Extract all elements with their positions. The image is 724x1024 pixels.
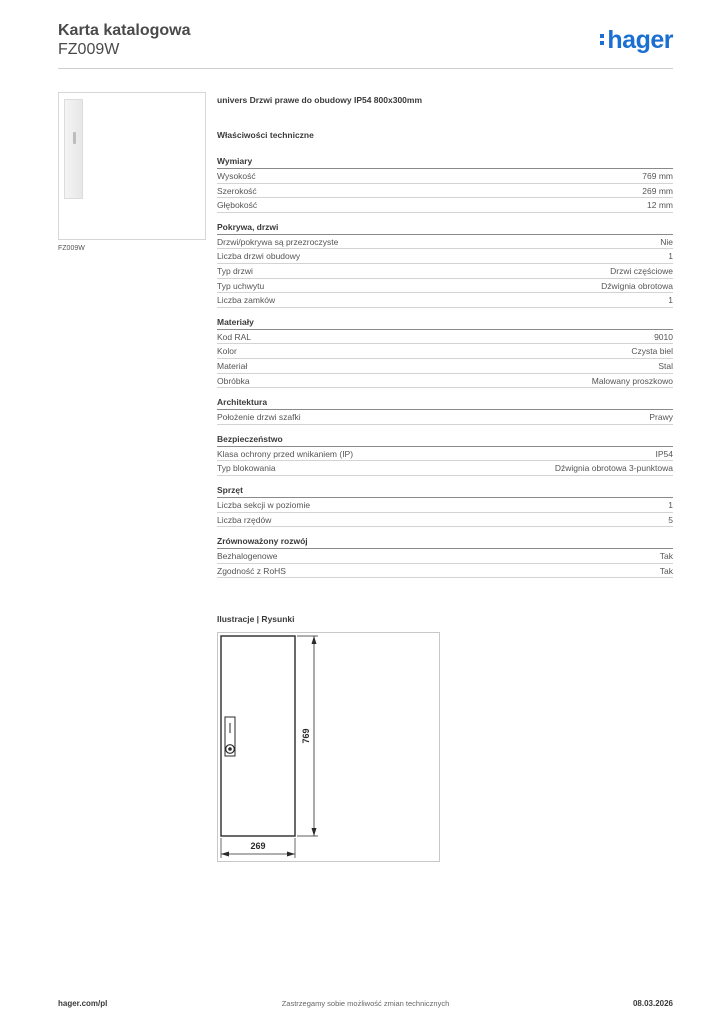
arrow-down-icon	[312, 828, 317, 836]
header-divider	[58, 68, 673, 69]
thumbnail-caption: FZ009W	[58, 245, 85, 252]
spec-label: Zgodność z RoHS	[217, 565, 286, 576]
spec-section	[217, 95, 673, 587]
arrow-up-icon	[312, 636, 317, 644]
spec-group-title: Architektura	[217, 397, 673, 410]
spec-label: Materiał	[217, 360, 248, 371]
arrow-right-icon	[287, 852, 295, 857]
spec-value: Dźwignia obrotowa 3-punktowa	[554, 463, 673, 474]
spec-group	[217, 485, 673, 527]
spec-value: 1	[668, 295, 673, 306]
spec-group-title: Materiały	[217, 317, 673, 330]
spec-label: Klasa ochrony przed wnikaniem (IP)	[217, 448, 354, 459]
spec-value: Dźwignia obrotowa	[601, 280, 673, 291]
spec-row	[217, 410, 673, 425]
hager-logo	[600, 26, 673, 55]
spec-label: Typ blokowania	[217, 463, 276, 474]
technical-drawing	[217, 632, 440, 862]
product-description: univers Drzwi prawe do obudowy IP54 800x300mm	[217, 95, 423, 105]
spec-value: IP54	[655, 448, 673, 459]
spec-label: Liczba zamków	[217, 295, 276, 306]
spec-row	[217, 279, 673, 294]
document-title: Karta katalogowa	[58, 22, 191, 39]
product-code: FZ009W	[58, 41, 120, 58]
width-dimension-label: 269	[250, 841, 266, 851]
logo-dots-icon	[600, 26, 605, 48]
spec-group-title: Zrównoważony rozwój	[217, 536, 673, 549]
spec-row	[217, 249, 673, 264]
spec-value: 1	[668, 499, 673, 510]
spec-value: Czysta biel	[631, 346, 673, 357]
door-thumbnail-icon	[64, 99, 83, 199]
spec-value: 269 mm	[642, 185, 673, 196]
spec-value: Nie	[660, 236, 673, 247]
spec-group-title: Bezpieczeństwo	[217, 434, 673, 447]
spec-value: Drzwi częściowe	[610, 265, 673, 276]
spec-label: Liczba rzędów	[217, 514, 272, 525]
spec-group-title: Sprzęt	[217, 485, 673, 498]
spec-group	[217, 317, 673, 388]
spec-row	[217, 344, 673, 359]
door-drawing	[218, 633, 441, 863]
spec-row	[217, 498, 673, 513]
spec-label: Typ drzwi	[217, 265, 253, 276]
lock-center-icon	[228, 747, 232, 751]
spec-row	[217, 549, 673, 564]
spec-group	[217, 536, 673, 578]
spec-row	[217, 461, 673, 476]
product-thumbnail	[58, 92, 206, 240]
spec-row	[217, 235, 673, 250]
page-header	[58, 20, 673, 68]
spec-value: 5	[668, 514, 673, 525]
spec-value: Stal	[658, 360, 673, 371]
spec-label: Drzwi/pokrywa są przezroczyste	[217, 236, 339, 247]
spec-label: Kolor	[217, 346, 237, 357]
spec-label: Wysokość	[217, 171, 256, 181]
spec-group-title: Wymiary	[217, 156, 673, 169]
spec-value: Tak	[659, 551, 673, 562]
spec-label: Liczba drzwi obudowy	[217, 251, 301, 262]
spec-row	[217, 293, 673, 308]
spec-label: Bezhalogenowe	[217, 551, 278, 562]
spec-group	[217, 222, 673, 308]
technical-properties-title: Właściwości techniczne	[217, 130, 314, 140]
spec-label: Kod RAL	[217, 331, 252, 342]
spec-row	[217, 564, 673, 579]
spec-value: 769 mm	[642, 171, 673, 181]
spec-label: Liczba sekcji w poziomie	[217, 499, 311, 510]
logo-text: hager	[607, 26, 673, 54]
spec-label: Obróbka	[217, 375, 250, 386]
spec-label: Typ uchwytu	[217, 280, 265, 291]
spec-row	[217, 169, 673, 184]
spec-row	[217, 198, 673, 213]
spec-label: Głębokość	[217, 200, 258, 211]
spec-row	[217, 330, 673, 345]
footer-website-link[interactable]: hager.com/pl	[58, 999, 108, 1008]
spec-value: 12 mm	[647, 200, 673, 211]
spec-group	[217, 156, 673, 213]
spec-label: Szerokość	[217, 185, 257, 196]
arrow-left-icon	[221, 852, 229, 857]
spec-row	[217, 359, 673, 374]
spec-row	[217, 374, 673, 389]
spec-groups	[217, 156, 673, 578]
spec-label: Położenie drzwi szafki	[217, 412, 301, 423]
spec-row	[217, 184, 673, 199]
door-handle-icon	[73, 132, 76, 144]
spec-value: 1	[668, 251, 673, 262]
spec-value: Malowany proszkowo	[591, 375, 673, 386]
spec-value: 9010	[654, 331, 673, 342]
spec-row	[217, 447, 673, 462]
spec-group	[217, 397, 673, 425]
spec-row	[217, 513, 673, 528]
spec-value: Prawy	[649, 412, 673, 423]
illustrations-title: Ilustracje | Rysunki	[217, 614, 295, 624]
spec-row	[217, 264, 673, 279]
footer-disclaimer: Zastrzegamy sobie możliwość zmian technicznych	[281, 999, 450, 1008]
height-dimension-label: 769	[301, 728, 311, 744]
spec-group-title: Pokrywa, drzwi	[217, 222, 673, 235]
spec-group	[217, 434, 673, 476]
spec-value: Tak	[659, 565, 673, 576]
footer-date: 08.03.2026	[632, 999, 673, 1008]
